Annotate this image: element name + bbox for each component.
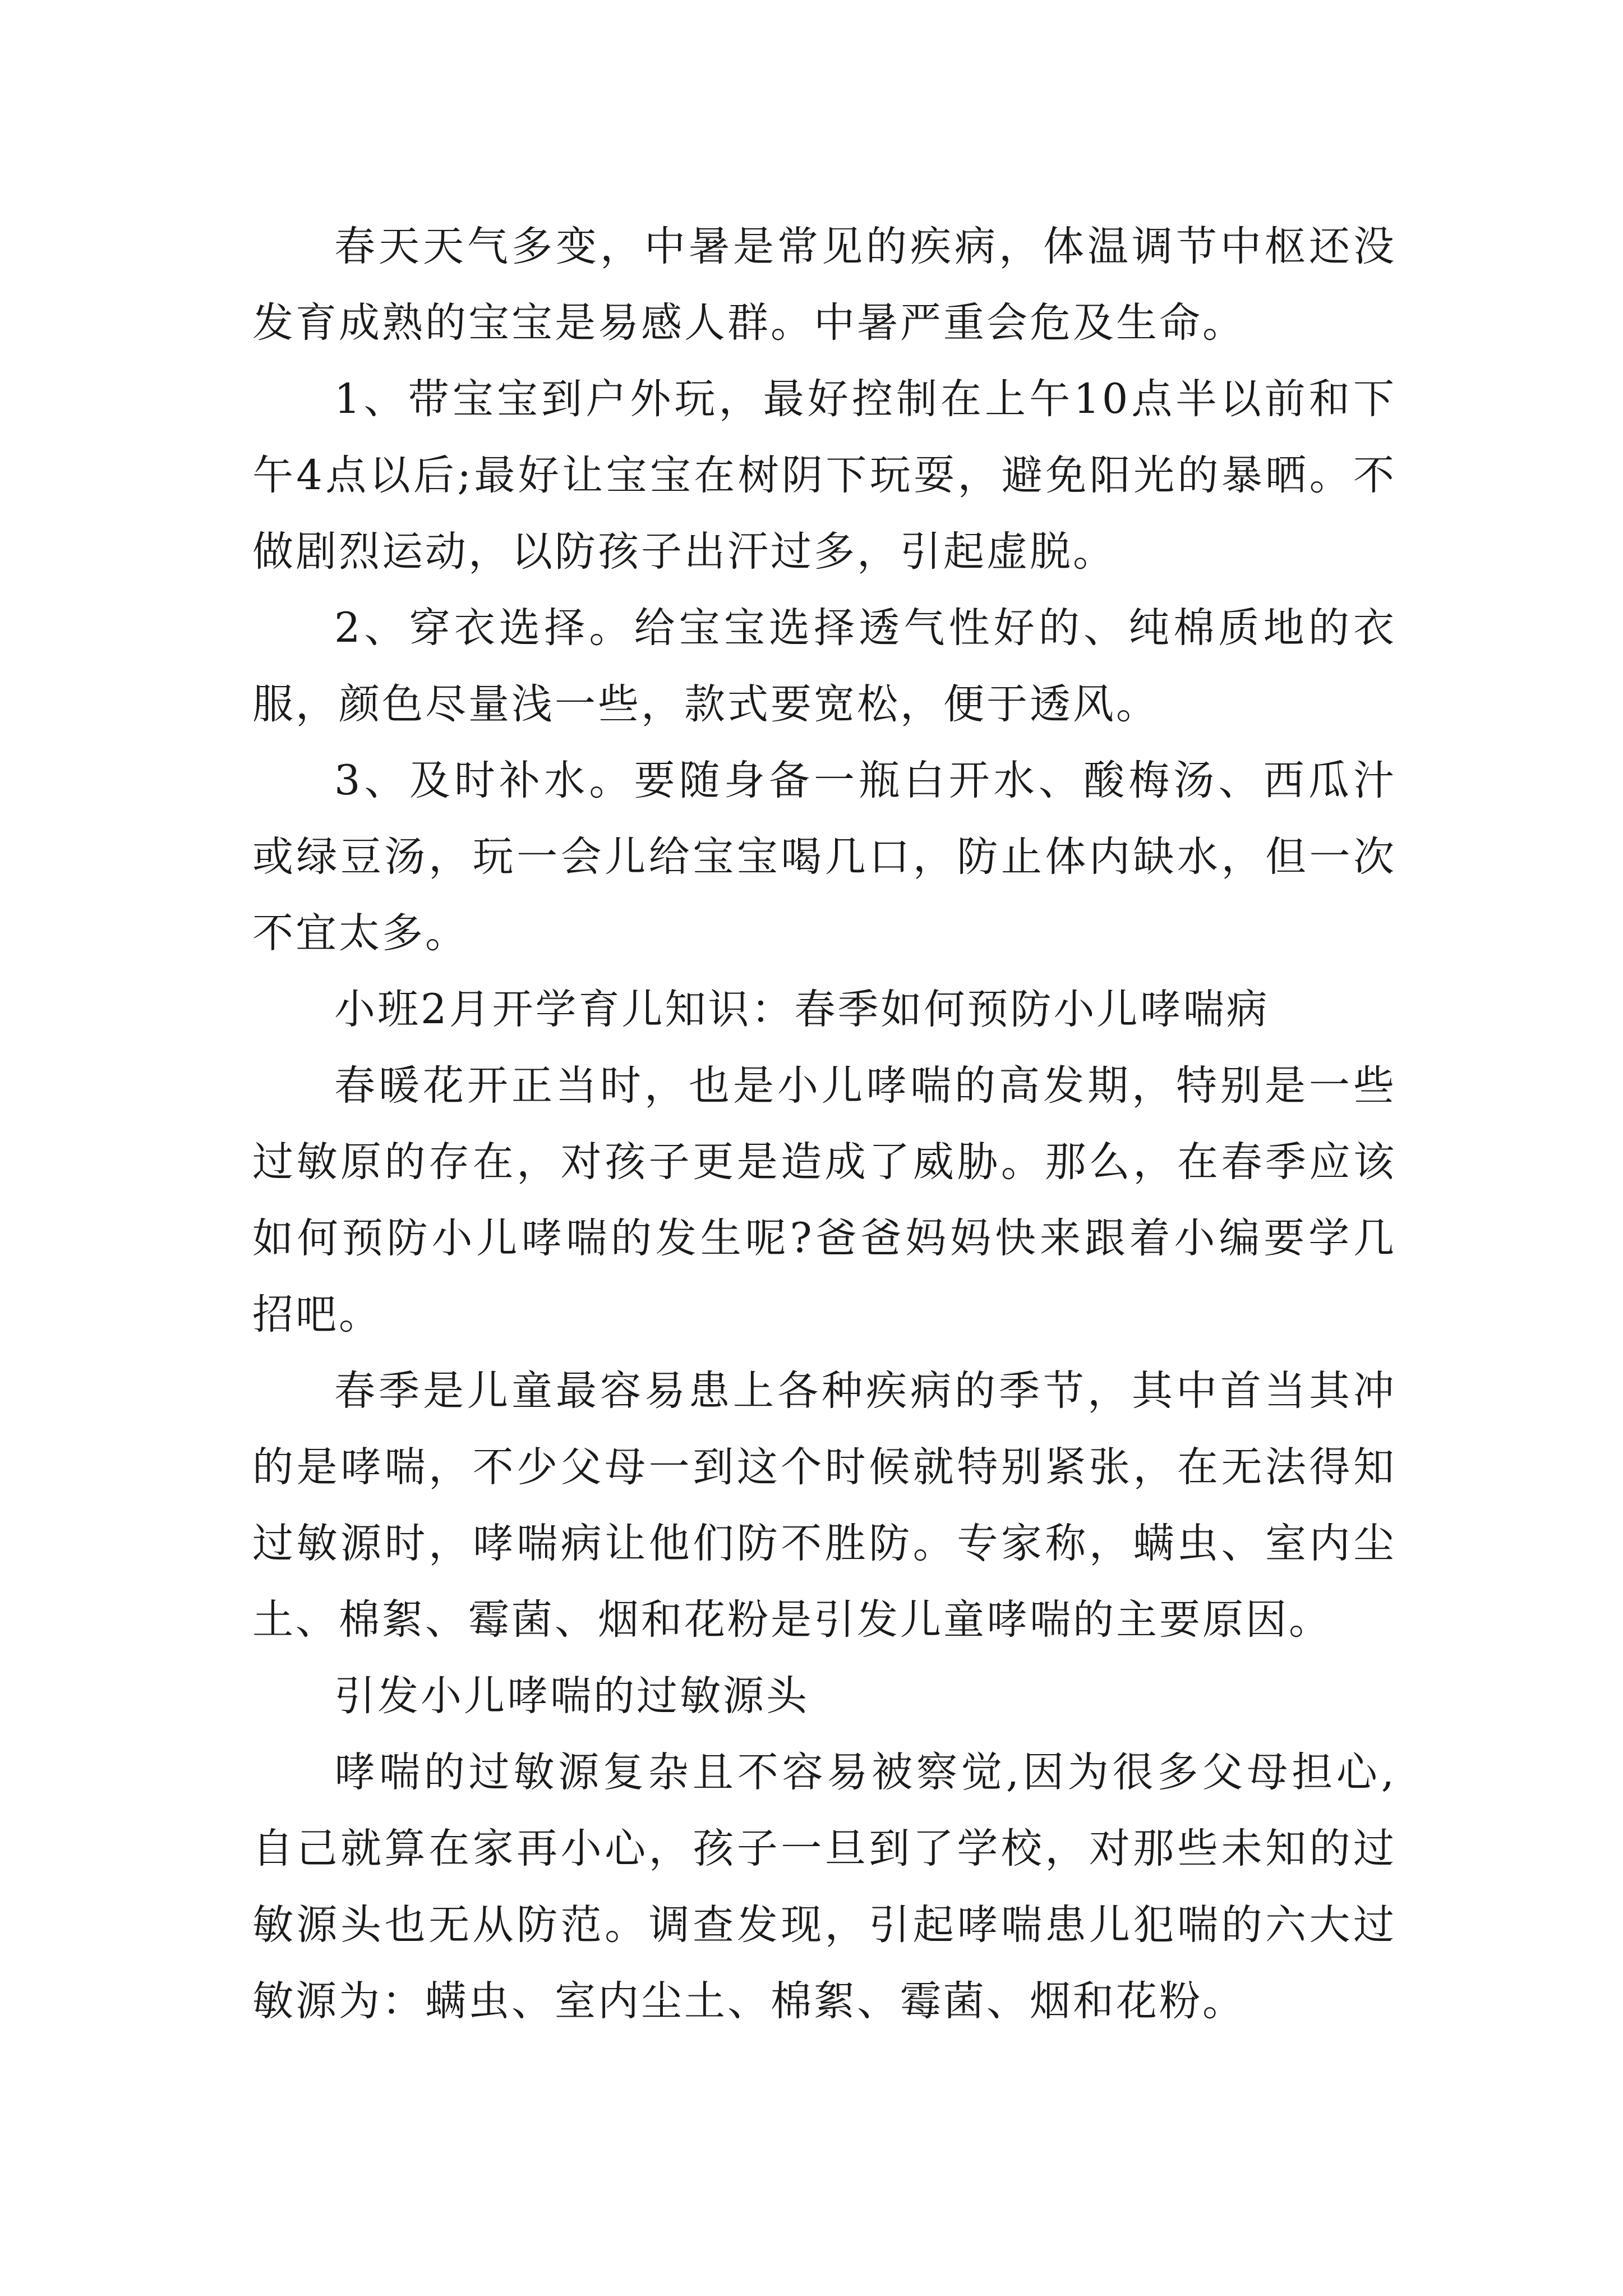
paragraph-tip-outdoor: 1、带宝宝到户外玩，最好控制在上午10点半以前和下午4点以后;最好让宝宝在树阴下玩耍，避免阳光的暴晒。不做剧烈运动，以防孩子出汗过多，引起虚脱。 <box>252 375 1396 576</box>
section-heading-asthma: 小班2月开学育儿知识：春季如何预防小儿哮喘病 <box>334 986 1270 1033</box>
paragraph-tip-clothing: 2、穿衣选择。给宝宝选择透气性好的、纯棉质地的衣服，颜色尽量浅一些，款式要宽松，便于透风。 <box>252 604 1396 728</box>
paragraph-asthma-intro: 春暖花开正当时，也是小儿哮喘的高发期，特别是一些过敏原的存在，对孩子更是造成了威胁。那么，在春季应该如何预防小儿哮喘的发生呢?爸爸妈妈快来跟着小编要学几招吧。 <box>252 1062 1396 1338</box>
document-body <box>252 209 1396 2040</box>
paragraph-heatstroke-intro: 春天天气多变，中暑是常见的疾病，体温调节中枢还没发育成熟的宝宝是易感人群。中暑严重会危及生命。 <box>252 223 1396 347</box>
paragraph-allergens-detail: 哮喘的过敏源复杂且不容易被察觉,因为很多父母担心,自己就算在家再小心，孩子一旦到了学校，对那些未知的过敏源头也无从防范。调查发现，引起哮喘患儿犯喘的六大过敏源为：螨虫、室内尘土、棉絮、霉菌、烟和花粉。 <box>252 1749 1396 2025</box>
section-heading-allergens: 引发小儿哮喘的过敏源头 <box>334 1672 809 1720</box>
paragraph-tip-water: 3、及时补水。要随身备一瓶白开水、酸梅汤、西瓜汁或绿豆汤，玩一会儿给宝宝喝几口，防止体内缺水，但一次不宜太多。 <box>252 757 1396 957</box>
paragraph-asthma-causes: 春季是儿童最容易患上各种疾病的季节，其中首当其冲的是哮喘，不少父母一到这个时候就特别紧张，在无法得知过敏源时，哮喘病让他们防不胜防。专家称，螨虫、室内尘土、棉絮、霉菌、烟和花粉是引发儿童哮喘的主要原因。 <box>252 1367 1396 1644</box>
